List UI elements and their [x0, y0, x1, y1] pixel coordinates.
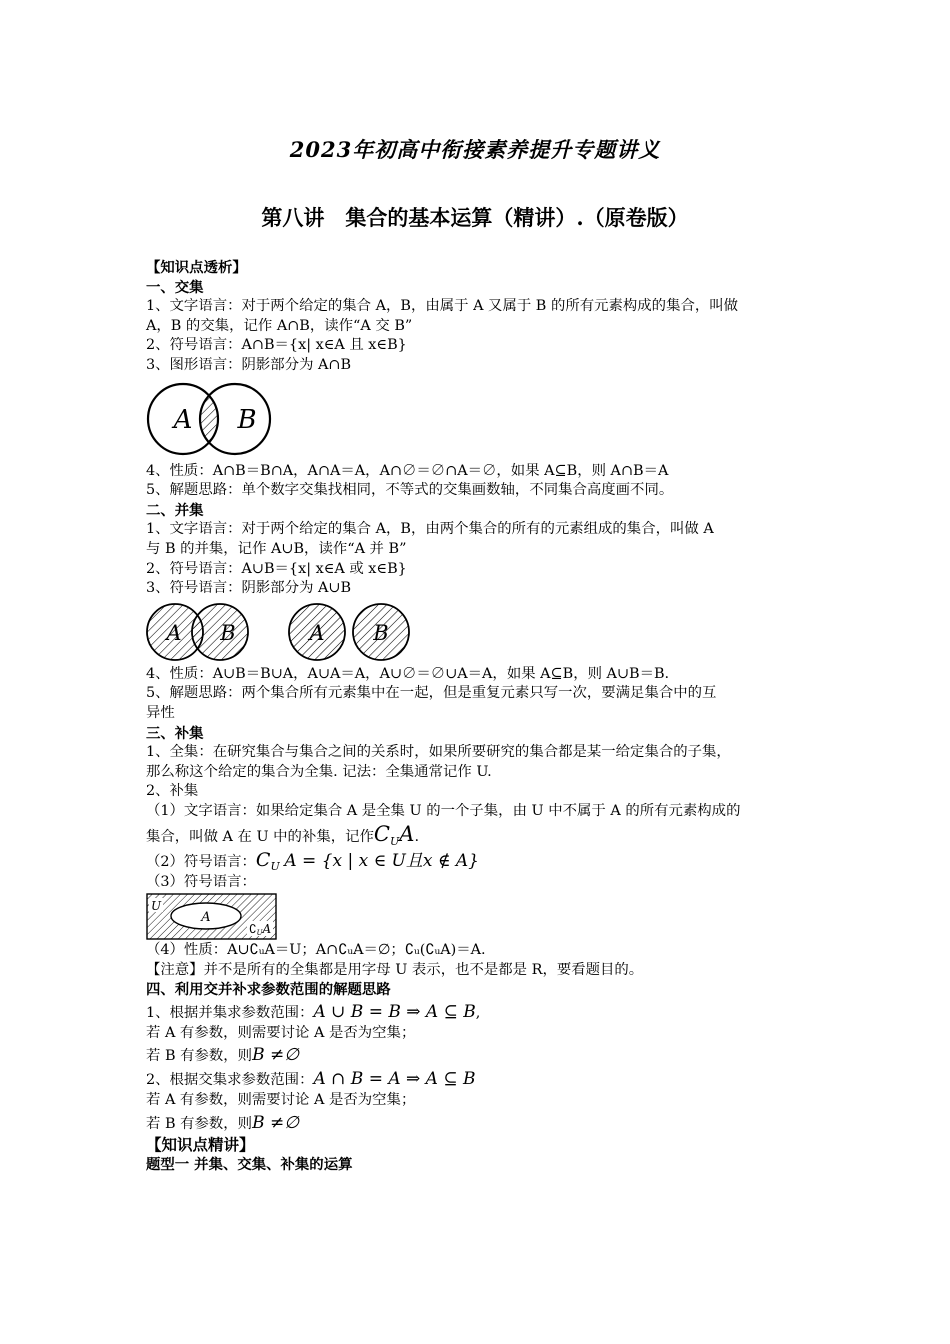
- union-disjoint-label-a: A: [309, 620, 325, 645]
- union-text-1b: 与 B 的并集，记作 A∪B，读作“A 并 B”: [146, 540, 407, 557]
- union-overlapping-circles: [147, 604, 248, 660]
- union-text-1: 1、文字语言：对于两个给定的集合 A，B，由两个集合的所有的元素组成的集合，叫做 A: [146, 521, 714, 538]
- param-intersection-b: 若 B 有参数，则B ≠∅: [146, 1113, 300, 1134]
- complement-label-a: A: [201, 910, 211, 926]
- union-disjoint-label-b: B: [373, 620, 389, 645]
- intersection-strategy: 5、解题思路：单个数字交集找相同，不等式的交集画数轴，不同集合高度画不同。: [146, 482, 674, 499]
- jingjiang-heading: 【知识点精讲】: [146, 1135, 255, 1155]
- complement-text: （1）文字语言：如果给定集合 A 是全集 U 的一个子集，由 U 中不属于 A 的所有元素构成的: [146, 802, 741, 819]
- section-intersection-heading: 一、交集: [146, 278, 204, 296]
- lecture-content: [146, 258, 816, 1174]
- union-strategy: 5、解题思路：两个集合所有元素集中在一起，但是重复元素只写一次，要满足集合中的互: [146, 685, 717, 702]
- intersection-symbol: 2、符号语言：A∩B＝{x| x∈A 且 x∈B}: [146, 337, 407, 354]
- section-complement-heading: 三、补集: [146, 724, 204, 742]
- param-union-rule: 1、根据并集求参数范围：A ∪ B = B ⇒ A ⊆ B,: [146, 1001, 481, 1022]
- param-intersection-a: 若 A 有参数，则需要讨论 A 是否为空集；: [146, 1092, 416, 1109]
- union-property: 4、性质：A∪B＝B∪A，A∪A＝A，A∪∅＝∅∪A＝A，如果 A⊆B，则 A∪B＝B.: [146, 665, 670, 682]
- universal-set-text-b: 那么称这个给定的集合为全集. 记法：全集通常记作 U.: [146, 763, 492, 780]
- complement-label-u: U: [150, 899, 162, 914]
- complement-graphic-label: （3）符号语言：: [146, 874, 256, 891]
- param-union-b: 若 B 有参数，则B ≠∅: [146, 1045, 300, 1066]
- union-graphic-label: 3、符号语言：阴影部分为 A∪B: [146, 580, 352, 597]
- type1-heading: 题型一 并集、交集、补集的运算: [146, 1155, 353, 1173]
- venn-label-b: B: [237, 404, 257, 435]
- complement-label: 2、补集: [146, 783, 199, 800]
- param-union-a: 若 A 有参数，则需要讨论 A 是否为空集；: [146, 1024, 416, 1041]
- union-label-b: B: [220, 620, 236, 645]
- union-venn-diagrams: [146, 599, 416, 665]
- intersection-property: 4、性质：A∩B＝B∩A，A∩A＝A，A∩∅＝∅∩A＝∅，如果 A⊆B，则 A∩B＝A: [146, 462, 669, 479]
- union-disjoint-circles: [289, 604, 409, 660]
- intersection-text-1b: A，B 的交集，记作 A∩B，读作“A 交 B”: [146, 317, 413, 334]
- document-title: 2023年初高中衔接素养提升专题讲义: [289, 137, 661, 162]
- union-label-a: A: [166, 620, 182, 645]
- union-strategy-cont: 异性: [146, 704, 175, 721]
- complement-symbol: （2）符号语言：$C_U$ A = {x | x ∈ U且x ∉ A}: [146, 849, 479, 874]
- intersection-venn-diagram: [146, 376, 286, 462]
- venn-label-a: A: [173, 404, 193, 435]
- universal-set-text: 1、全集：在研究集合与集合之间的关系时，如果所要研究的集合都是某一给定集合的子集，: [146, 744, 731, 761]
- intersection-graphic-label: 3、图形语言：阴影部分为 A∩B: [146, 356, 352, 373]
- intersection-text-1: 1、文字语言：对于两个给定的集合 A，B，由属于 A 又属于 B 的所有元素构成的集合，叫做: [146, 298, 739, 315]
- lecture-title: 第八讲 集合的基本运算（精讲）.（原卷版）: [261, 205, 689, 230]
- knowledge-heading: 【知识点透析】: [146, 259, 247, 276]
- section-union-heading: 二、并集: [146, 501, 204, 519]
- union-symbol: 2、符号语言：A∪B＝{x| x∈A 或 x∈B}: [146, 560, 407, 577]
- complement-note: 【注意】并不是所有的全集都是用字母 U 表示，也不是都是 R，要看题目的。: [146, 961, 644, 978]
- param-intersection-rule: 2、根据交集求参数范围：A ∩ B = A ⇒ A ⊆ B: [146, 1069, 476, 1090]
- complement-diagram: [146, 893, 278, 941]
- complement-property: （4）性质：A∪∁ᵤA＝U；A∩∁ᵤA＝∅；∁ᵤ(∁ᵤA)＝A.: [146, 942, 486, 959]
- section-parameter-heading: 四、利用交并补求参数范围的解题思路: [146, 981, 391, 999]
- complement-label-cua: ∁UA: [249, 922, 272, 938]
- complement-text-b: 集合，叫做 A 在 U 中的补集，记作$C_UA$.: [146, 822, 420, 849]
